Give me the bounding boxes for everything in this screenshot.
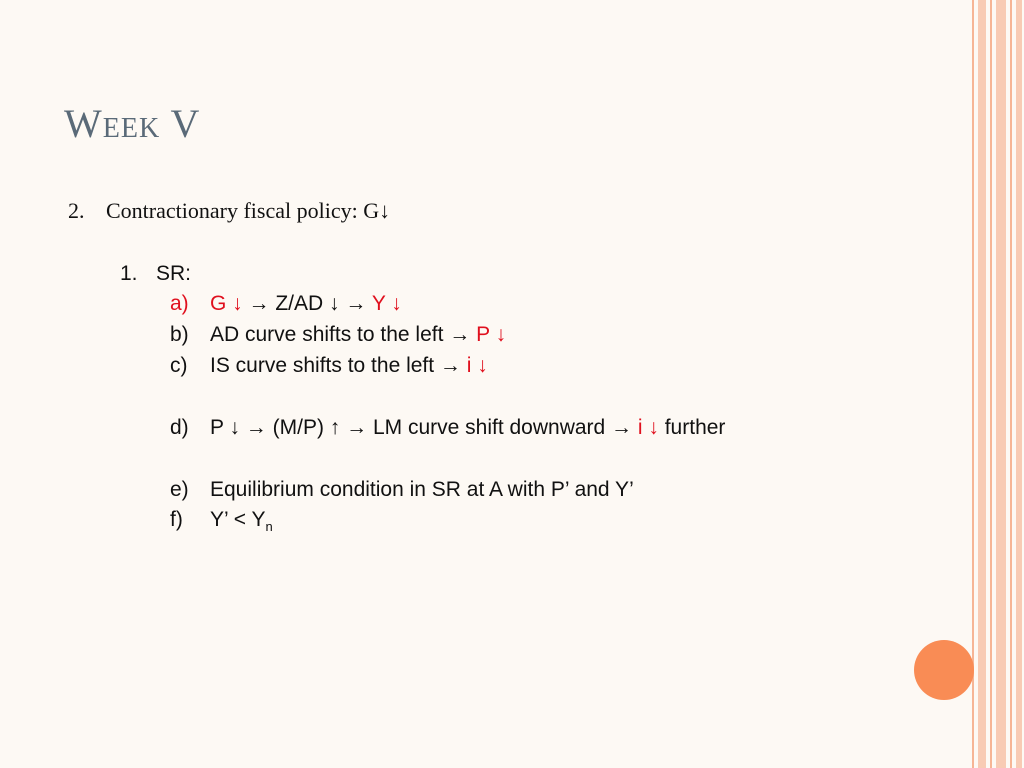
- item-text-part: G ↓: [210, 292, 243, 315]
- list-item-b: [170, 323, 506, 347]
- item-label: f): [170, 508, 183, 531]
- item-text-part: Equilibrium condition in SR at A with P’ and Y’: [210, 478, 634, 501]
- slide-title: Week V: [64, 101, 201, 146]
- item-text-part: Y’ < Y: [210, 508, 266, 531]
- item-text-part: P ↓ → (M/P) ↑ → LM curve shift downward →: [210, 416, 638, 439]
- item-text-part: i ↓: [466, 354, 488, 377]
- list-item-c: [170, 354, 488, 378]
- item-label: c): [170, 354, 188, 377]
- subscript-n: n: [265, 519, 273, 534]
- item-text-part: P ↓: [476, 323, 507, 346]
- list-text: Contractionary fiscal policy: G↓: [106, 198, 391, 223]
- list-item-a: [170, 292, 402, 316]
- list-item-f: [170, 508, 273, 534]
- decorative-circle: [914, 640, 974, 700]
- decorative-stripes: [968, 0, 1024, 768]
- item-text-part: Y ↓: [371, 292, 402, 315]
- item-text-part: AD curve shifts to the left →: [210, 323, 477, 346]
- list-item-d: [170, 416, 725, 440]
- list-item-e: [170, 478, 634, 502]
- list-number: 2.: [68, 198, 85, 223]
- list-item-contractionary: [68, 198, 390, 224]
- item-text-part: further: [658, 416, 726, 439]
- item-label: d): [170, 416, 189, 439]
- item-label: b): [170, 323, 189, 346]
- item-label: e): [170, 478, 189, 501]
- list-item-sr: [120, 262, 191, 286]
- item-text-part: → Z/AD ↓ →: [242, 292, 372, 315]
- list-text: SR:: [156, 262, 192, 285]
- list-number: 1.: [120, 262, 138, 285]
- item-text-part: i ↓: [637, 416, 659, 439]
- item-text-part: IS curve shifts to the left →: [210, 354, 467, 377]
- item-label: a): [170, 292, 189, 315]
